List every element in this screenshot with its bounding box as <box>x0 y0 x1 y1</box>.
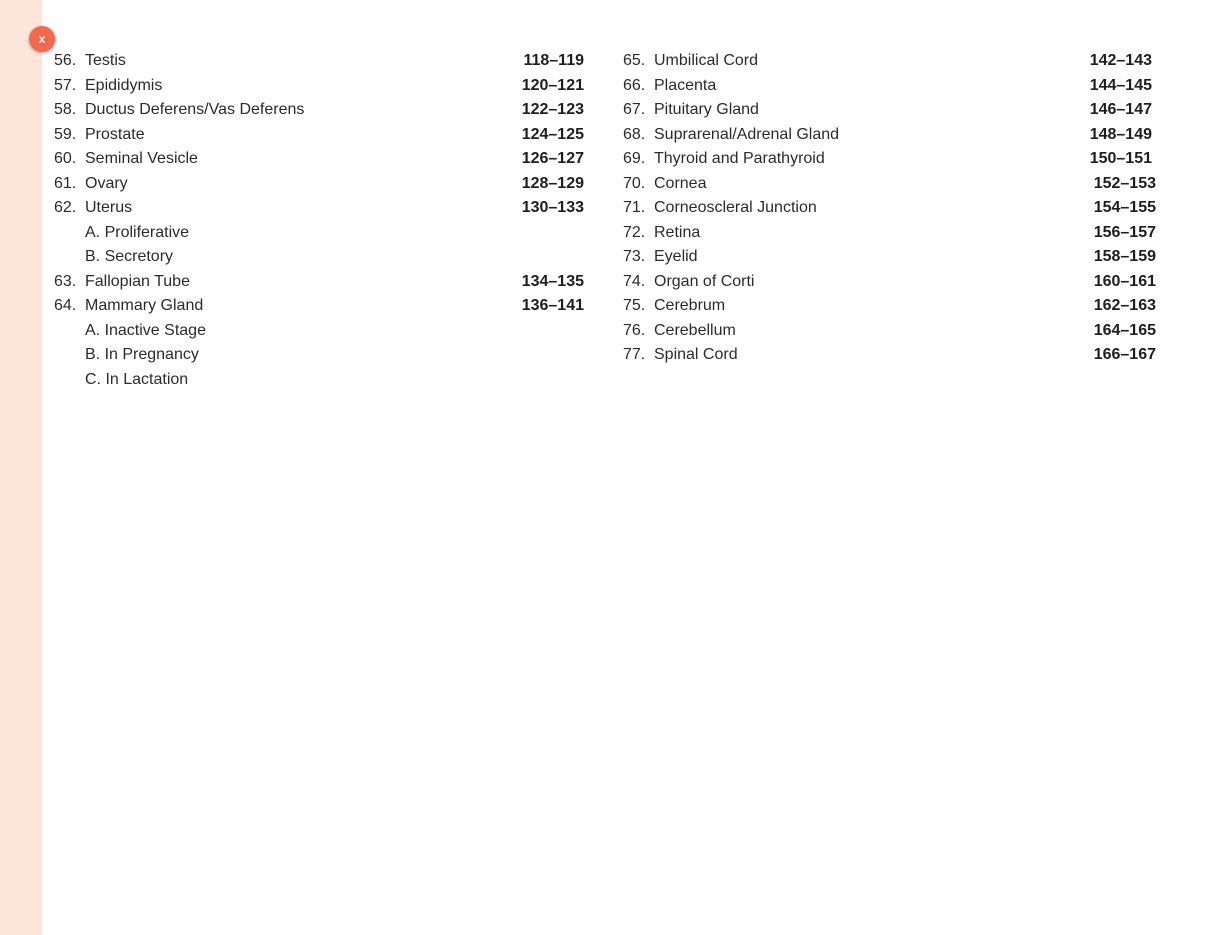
entry-number: 66. <box>623 76 646 94</box>
entry-number: 72. <box>623 223 646 241</box>
entry-number: 74. <box>623 272 646 290</box>
entry-pages: 136–141 <box>521 297 584 314</box>
toc-entry[interactable] <box>623 294 1156 319</box>
entry-title: Corneoscleral Junction <box>654 199 817 216</box>
toc-entry[interactable] <box>54 98 584 123</box>
toc-column-right <box>623 49 1156 368</box>
entry-number: 58. <box>54 101 77 118</box>
page-margin-strip <box>0 0 42 935</box>
entry-title: Retina <box>654 223 701 241</box>
entry-number: 62. <box>54 199 77 216</box>
toc-entry[interactable] <box>623 123 1156 148</box>
toc-entry[interactable] <box>623 343 1156 368</box>
entry-title: Seminal Vesicle <box>85 150 198 167</box>
toc-entry[interactable] <box>54 49 584 74</box>
entry-pages: 130–133 <box>521 199 584 216</box>
toc-entry[interactable] <box>623 245 1156 270</box>
entry-title: Spinal Cord <box>654 346 738 363</box>
entry-title: Epididymis <box>85 76 163 94</box>
entry-title: Suprarenal/Adrenal Gland <box>654 125 840 143</box>
entry-number: 67. <box>623 101 646 118</box>
entry-number: 65. <box>623 52 646 69</box>
toc-column-left <box>54 49 584 392</box>
toc-entry[interactable] <box>623 319 1156 344</box>
subentry-title: B. Secretory <box>85 248 174 265</box>
toc-entry[interactable] <box>54 172 584 197</box>
toc-entry[interactable] <box>54 294 584 319</box>
entry-pages: 166–167 <box>1093 346 1156 363</box>
close-button[interactable] <box>29 26 55 52</box>
entry-pages: 160–161 <box>1093 272 1156 290</box>
entry-pages: 118–119 <box>523 52 584 69</box>
entry-title: Eyelid <box>654 248 698 265</box>
entry-number: 64. <box>54 297 77 314</box>
toc-entry[interactable] <box>623 98 1156 123</box>
entry-number: 59. <box>54 125 77 143</box>
entry-number: 70. <box>623 174 646 192</box>
entry-number: 56. <box>54 52 77 69</box>
entry-pages: 142–143 <box>1089 52 1152 69</box>
toc-entry[interactable] <box>623 221 1156 246</box>
subentry-title: A. Proliferative <box>85 223 190 241</box>
entry-title: Placenta <box>654 76 717 94</box>
entry-title: Uterus <box>85 199 133 216</box>
entry-pages: 154–155 <box>1093 199 1156 216</box>
toc-entry[interactable] <box>623 196 1156 221</box>
entry-pages: 126–127 <box>521 150 584 167</box>
entry-title: Ductus Deferens/Vas Deferens <box>85 101 305 118</box>
toc-entry[interactable] <box>54 196 584 221</box>
entry-pages: 120–121 <box>521 76 584 94</box>
toc-entry[interactable] <box>54 74 584 99</box>
toc-entry[interactable] <box>623 74 1156 99</box>
entry-title: Organ of Corti <box>654 272 755 290</box>
toc-subentry <box>54 368 584 393</box>
toc-entry[interactable] <box>54 270 584 295</box>
subentry-title: B. In Pregnancy <box>85 346 199 363</box>
entry-pages: 164–165 <box>1093 321 1156 339</box>
entry-number: 73. <box>623 248 646 265</box>
toc-subentry <box>54 319 584 344</box>
entry-pages: 158–159 <box>1093 248 1156 265</box>
entry-pages: 124–125 <box>521 125 584 143</box>
entry-number: 60. <box>54 150 77 167</box>
entry-title: Cerebrum <box>654 297 726 314</box>
entry-pages: 128–129 <box>521 174 584 192</box>
entry-pages: 150–151 <box>1089 150 1152 167</box>
entry-pages: 156–157 <box>1093 223 1156 241</box>
entry-number: 76. <box>623 321 646 339</box>
toc-entry[interactable] <box>623 270 1156 295</box>
toc-entry[interactable] <box>623 172 1156 197</box>
toc-subentry <box>54 221 584 246</box>
entry-number: 71. <box>623 199 646 216</box>
entry-title: Testis <box>85 52 126 69</box>
entry-number: 61. <box>54 174 77 192</box>
subentry-title: A. Inactive Stage <box>85 321 206 339</box>
entry-title: Ovary <box>85 174 128 192</box>
entry-title: Prostate <box>85 125 145 143</box>
entry-title: Cornea <box>654 174 707 192</box>
entry-pages: 146–147 <box>1089 101 1152 118</box>
entry-title: Fallopian Tube <box>85 272 190 290</box>
close-icon: x <box>38 32 46 46</box>
entry-pages: 162–163 <box>1093 297 1156 314</box>
entry-number: 69. <box>623 150 646 167</box>
entry-pages: 122–123 <box>521 101 584 118</box>
entry-title: Thyroid and Parathyroid <box>654 150 825 167</box>
entry-title: Mammary Gland <box>85 297 204 314</box>
entry-number: 57. <box>54 76 77 94</box>
entry-title: Pituitary Gland <box>654 101 759 118</box>
entry-pages: 134–135 <box>521 272 584 290</box>
entry-number: 63. <box>54 272 77 290</box>
entry-number: 68. <box>623 125 646 143</box>
entry-number: 77. <box>623 346 646 363</box>
entry-title: Umbilical Cord <box>654 52 759 69</box>
toc-entry[interactable] <box>623 49 1156 74</box>
toc-entry[interactable] <box>623 147 1156 172</box>
entry-title: Cerebellum <box>654 321 736 339</box>
entry-number: 75. <box>623 297 646 314</box>
toc-entry[interactable] <box>54 147 584 172</box>
toc-subentry <box>54 343 584 368</box>
subentry-title: C. In Lactation <box>85 370 189 388</box>
toc-subentry <box>54 245 584 270</box>
entry-pages: 144–145 <box>1089 76 1152 94</box>
toc-entry[interactable] <box>54 123 584 148</box>
entry-pages: 148–149 <box>1089 125 1152 143</box>
entry-pages: 152–153 <box>1093 174 1156 192</box>
